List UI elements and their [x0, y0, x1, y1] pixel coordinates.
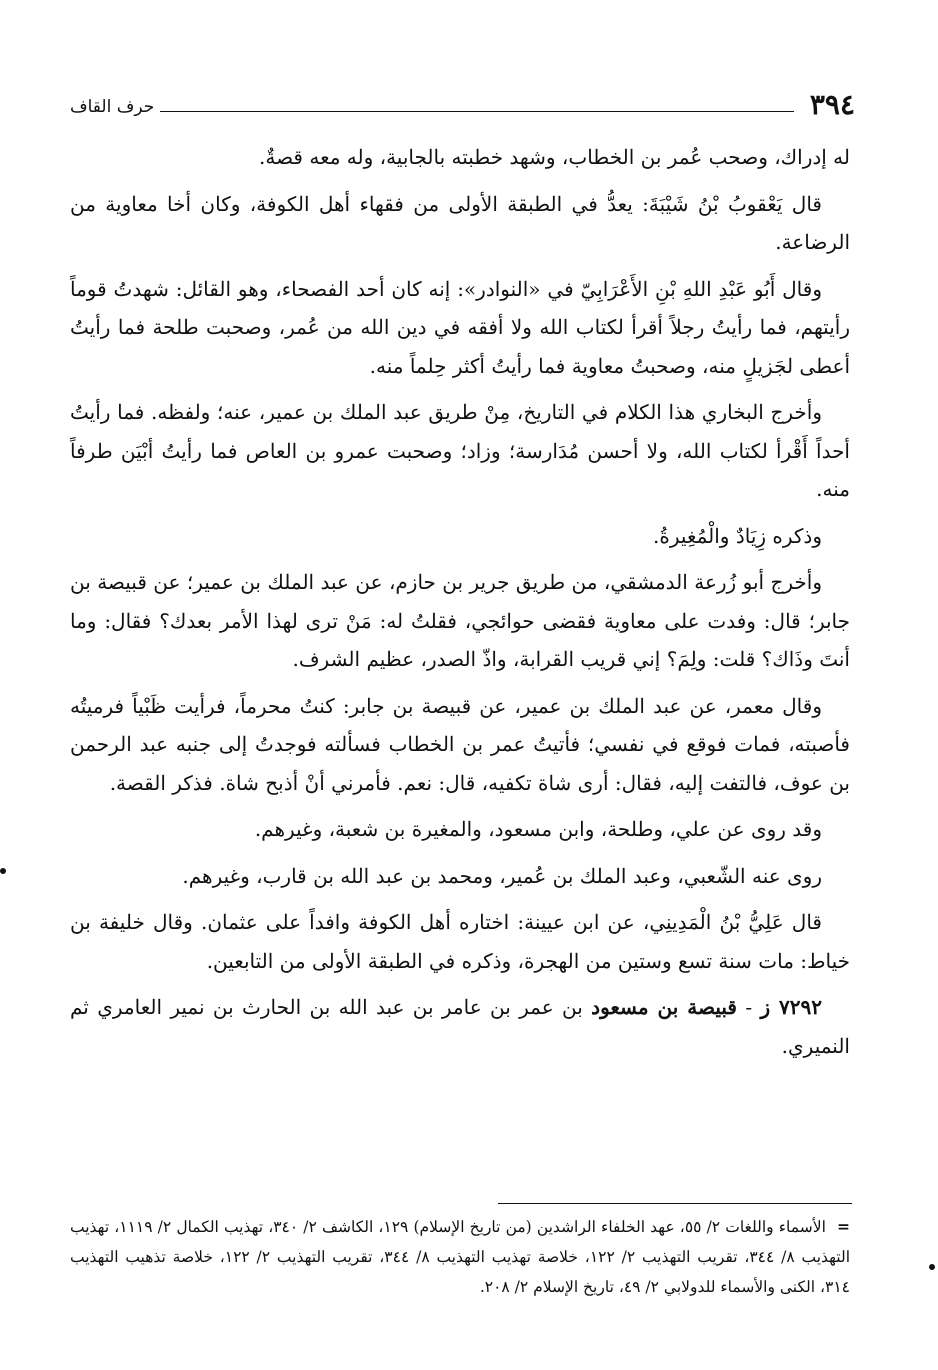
entry-number: ٧٢٩٢ ز [760, 995, 823, 1019]
header-rule [160, 111, 794, 112]
paragraph: وقال أَبُو عَبْدِ اللهِ بْنِ الأَعْرَابِيّ في «النوادر»: إنه كان أحد الفصحاء، وهو القائل: شهدتُ قوماً رأيتهم، فما رأيتُ رجلاً أقرأ لكتاب الله ولا أفقه في دين الله من عُمر، وصحبت طلحة فما رأيتُ أعطى لجَزيلٍ منه، وصحبتُ معاوية فما رأيتُ أكثر حِلماً منه. [70, 276, 850, 378]
margin-mark-dot [0, 868, 6, 874]
entry-name: قبيصة بن مسعود [591, 995, 737, 1019]
paragraph: قال عَلِيُّ بْنُ الْمَدِينِي، عن ابن عيينة: اختاره أهل الكوفة وافداً على عثمان. وقال خليفة بن خياط: مات سنة تسع وستين من الهجرة، وذكره في الطبقة الأولى من التابعين. [70, 910, 850, 973]
paragraph: وأخرج البخاري هذا الكلام في التاريخ، مِنْ طريق عبد الملك بن عمير، عنه؛ ولفظه. فما رأيتُ أحداً أَقْرأ لكتاب الله، ولا أحسن مُدَارسة؛ وزاد؛ وصحبت عمرو بن العاص فما رأيتُ أبْيَن طرفاً منه. [70, 400, 850, 501]
footnote-text: الأسماء واللغات ٢/ ٥٥، عهد الخلفاء الراشدين (من تاريخ الإسلام) ١٢٩، الكاشف ٢/ ٣٤٠، تهذيب الكمال ٢/ ١١١٩، تهذيب التهذيب ٨/ ٣٤٤، تقريب التهذيب ٢/ ١٢٢، خلاصة تهذيب التهذيب ٨/ ٣٤٤، تقريب التهذيب ٢/ ١٢٢، خلاصة تذهيب التهذيب ٣١٤، الكنى والأسماء للدولابي ٢/ ٤٩، تاريخ الإسلام ٢/ ٢٠٨. [70, 1218, 851, 1296]
footnotes [70, 1212, 850, 1302]
page-header [70, 86, 855, 120]
footnote-rule [498, 1203, 852, 1204]
paragraph: وقد روى عن علي، وطلحة، وابن مسعود، والمغيرة بن شعبة، وغيرهم. [254, 817, 822, 841]
paragraph: روى عنه الشّعبي، وعبد الملك بن عُمير، ومحمد بن عبد الله بن قارب، وغيرهم. [182, 863, 822, 888]
footnote [70, 1212, 850, 1302]
page-number: ٣٩٤ [809, 88, 855, 121]
running-title: حرف القاف [70, 97, 155, 117]
footnote-marker: = [837, 1217, 850, 1236]
entry-heading: ٧٢٩٢ ز - قبيصة بن مسعود بن عمر بن عامر بن عبد الله بن الحارث بن نمير العامري ثم النميري. [70, 995, 850, 1058]
margin-mark-dot [929, 1264, 935, 1270]
paragraph: وأخرج أبو زُرعة الدمشقي، من طريق جرير بن حازم، عن عبد الملك بن عمير؛ عن قبيصة بن جابر؛ قال: وفدت على معاوية فقضى حوائجي، فقلتُ له: مَنْ ترى لهذا الأمر بعدك؟ فقال: وما أنتَ وذَاك؟ قلت: ولِمَ؟ إني قريب القرابة، واذّ الصدر، عظيم الشرف. [70, 570, 850, 671]
main-text [70, 138, 850, 1073]
paragraph: وذكره زِيَادٌ والْمُغِيرةُ. [653, 523, 822, 548]
paragraph: قال يَعْقوبُ بْنُ شَيْبَةَ: يعدُّ في الطبقة الأولى من فقهاء أهل الكوفة، وكان أخا معاوية من الرضاعة. [70, 191, 850, 254]
entry-text: بن عمر بن عامر بن عبد الله بن الحارث بن نمير العامري ثم النميري. [70, 995, 850, 1058]
paragraph: وقال معمر، عن عبد الملك بن عمير، عن قبيصة بن جابر: كنتُ محرماً، فرأيت ظَبْياً فرميتُه فأصبته، فمات فوقع في نفسي؛ فأتيتُ عمر بن الخطاب فسألته فوجدتُ إلى جنبه عبد الرحمن بن عوف، فالتفت إليه، فقال: أرى شاة تكفيه، قال: نعم. فأمرني أنْ أذبح شاة. فذكر القصة. [70, 693, 850, 795]
paragraph: له إدراك، وصحب عُمر بن الخطاب، وشهد خطبته بالجابية، وله معه قصةٌ. [259, 145, 850, 169]
